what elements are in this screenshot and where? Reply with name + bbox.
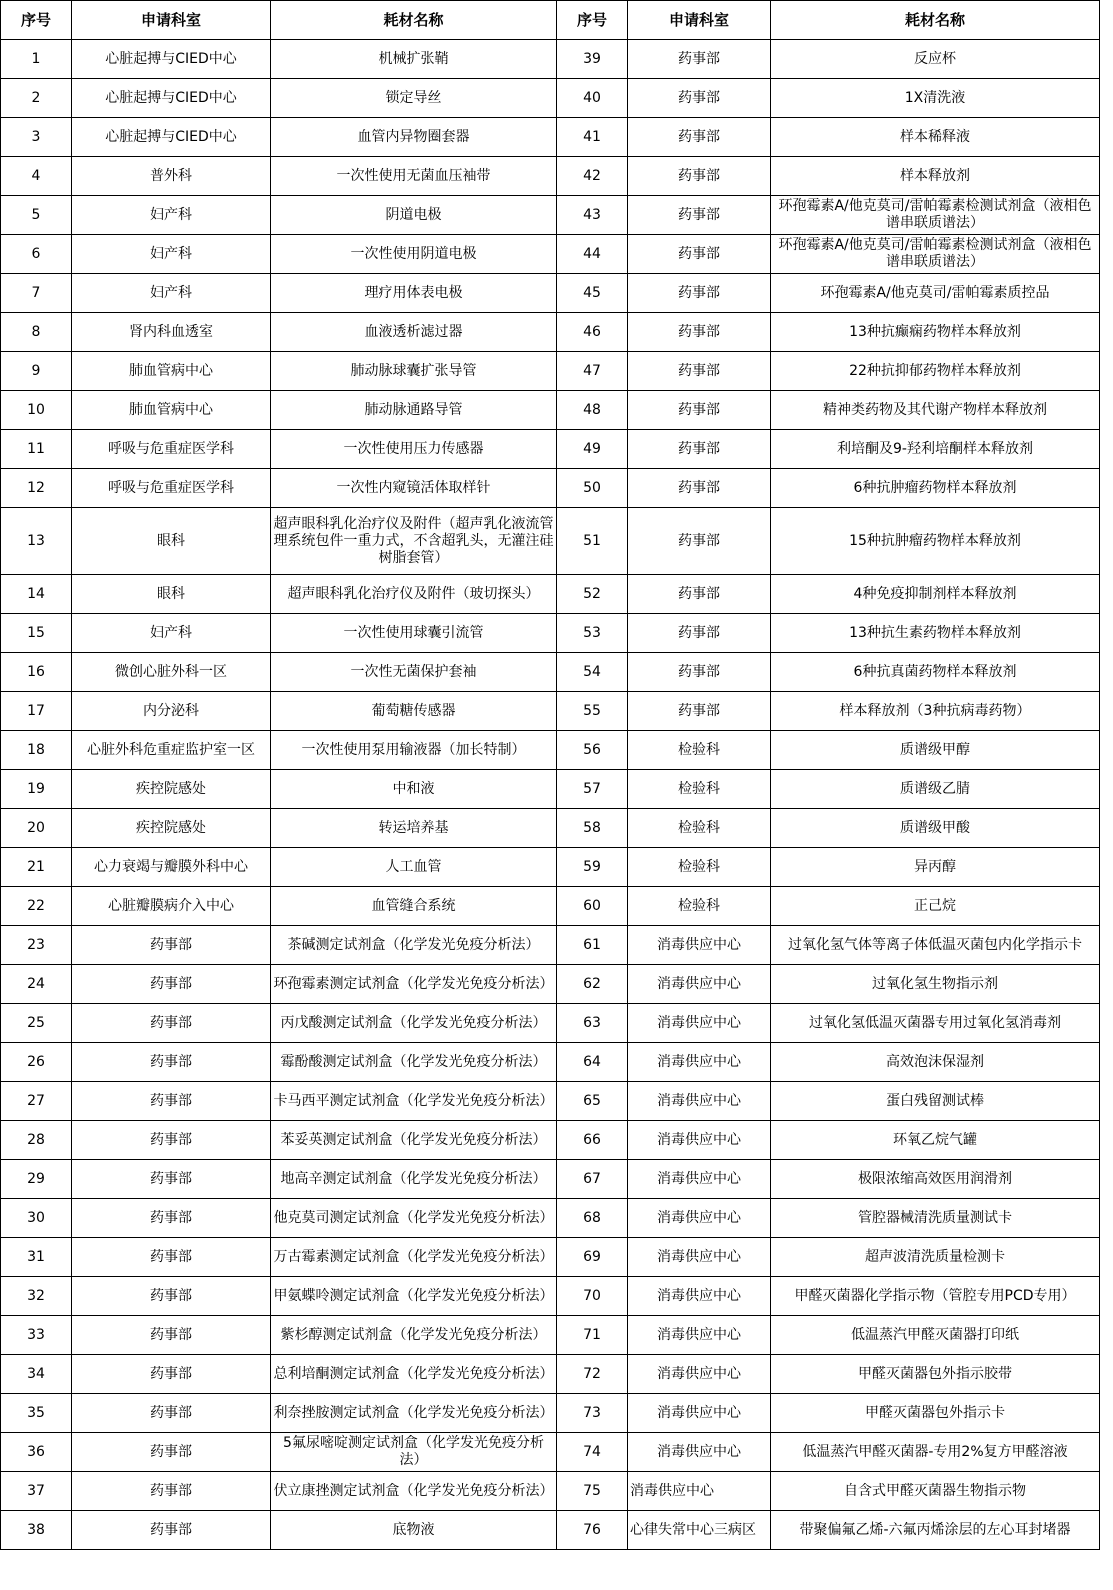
cell-dept-right: 消毒供应中心 xyxy=(628,1121,771,1160)
cell-dept-left: 药事部 xyxy=(72,1004,271,1043)
table-row xyxy=(1,653,1100,692)
cell-item-right: 6种抗真菌药物样本释放剂 xyxy=(771,653,1100,692)
cell-item-left: 霉酚酸测定试剂盒（化学发光免疫分析法） xyxy=(271,1043,557,1082)
cell-item-left: 超声眼科乳化治疗仪及附件（玻切探头） xyxy=(271,575,557,614)
table-row xyxy=(1,118,1100,157)
table-row xyxy=(1,1004,1100,1043)
cell-seq-left: 36 xyxy=(1,1433,72,1472)
table-row xyxy=(1,770,1100,809)
cell-seq-left: 37 xyxy=(1,1472,72,1511)
cell-dept-right: 药事部 xyxy=(628,614,771,653)
cell-item-left: 紫杉醇测定试剂盒（化学发光免疫分析法） xyxy=(271,1316,557,1355)
cell-seq-right: 50 xyxy=(557,469,628,508)
cell-item-left: 葡萄糖传感器 xyxy=(271,692,557,731)
cell-dept-right: 消毒供应中心 xyxy=(628,1316,771,1355)
cell-item-left: 一次性使用压力传感器 xyxy=(271,430,557,469)
cell-dept-left: 内分泌科 xyxy=(72,692,271,731)
cell-item-left: 肺动脉球囊扩张导管 xyxy=(271,352,557,391)
cell-dept-left: 眼科 xyxy=(72,575,271,614)
cell-dept-right: 消毒供应中心 xyxy=(628,1004,771,1043)
cell-dept-right: 药事部 xyxy=(628,118,771,157)
table-row xyxy=(1,1082,1100,1121)
cell-dept-left: 妇产科 xyxy=(72,274,271,313)
cell-seq-right: 58 xyxy=(557,809,628,848)
table-row xyxy=(1,79,1100,118)
cell-item-right: 极限浓缩高效医用润滑剂 xyxy=(771,1160,1100,1199)
cell-item-left: 中和液 xyxy=(271,770,557,809)
cell-dept-left: 微创心脏外科一区 xyxy=(72,653,271,692)
cell-item-left: 环孢霉素测定试剂盒（化学发光免疫分析法） xyxy=(271,965,557,1004)
cell-dept-left: 药事部 xyxy=(72,1472,271,1511)
cell-item-right: 异丙醇 xyxy=(771,848,1100,887)
cell-seq-left: 14 xyxy=(1,575,72,614)
cell-item-left: 超声眼科乳化治疗仪及附件（超声乳化液流管理系统包件一重力式，不含超乳头，无灌注硅树脂套管） xyxy=(271,508,557,575)
cell-seq-left: 22 xyxy=(1,887,72,926)
table-row xyxy=(1,430,1100,469)
cell-item-right: 正己烷 xyxy=(771,887,1100,926)
cell-dept-right: 药事部 xyxy=(628,274,771,313)
table-row xyxy=(1,1316,1100,1355)
cell-dept-right: 药事部 xyxy=(628,196,771,235)
cell-seq-left: 1 xyxy=(1,40,72,79)
cell-dept-left: 药事部 xyxy=(72,965,271,1004)
cell-seq-left: 15 xyxy=(1,614,72,653)
cell-item-right: 13种抗癫痫药物样本释放剂 xyxy=(771,313,1100,352)
table-row xyxy=(1,157,1100,196)
cell-item-left: 一次性使用无菌血压袖带 xyxy=(271,157,557,196)
cell-item-left: 理疗用体表电极 xyxy=(271,274,557,313)
cell-dept-left: 药事部 xyxy=(72,1355,271,1394)
cell-seq-left: 29 xyxy=(1,1160,72,1199)
table-row xyxy=(1,352,1100,391)
cell-item-right: 甲醛灭菌器化学指示物（管腔专用PCD专用） xyxy=(771,1277,1100,1316)
cell-dept-right: 消毒供应中心 xyxy=(628,926,771,965)
cell-seq-left: 25 xyxy=(1,1004,72,1043)
cell-seq-right: 73 xyxy=(557,1394,628,1433)
cell-seq-right: 63 xyxy=(557,1004,628,1043)
table-row xyxy=(1,196,1100,235)
cell-seq-right: 65 xyxy=(557,1082,628,1121)
cell-dept-right: 药事部 xyxy=(628,469,771,508)
cell-item-right: 利培酮及9-羟利培酮样本释放剂 xyxy=(771,430,1100,469)
cell-item-left: 利奈挫胺测定试剂盒（化学发光免疫分析法） xyxy=(271,1394,557,1433)
cell-dept-right: 药事部 xyxy=(628,653,771,692)
cell-seq-left: 23 xyxy=(1,926,72,965)
cell-dept-right: 消毒供应中心 xyxy=(628,965,771,1004)
cell-dept-right: 药事部 xyxy=(628,391,771,430)
cell-seq-right: 52 xyxy=(557,575,628,614)
cell-item-right: 1X清洗液 xyxy=(771,79,1100,118)
cell-seq-left: 38 xyxy=(1,1511,72,1550)
cell-dept-right: 消毒供应中心 xyxy=(628,1082,771,1121)
cell-seq-left: 2 xyxy=(1,79,72,118)
cell-dept-left: 妇产科 xyxy=(72,196,271,235)
cell-dept-left: 呼吸与危重症医学科 xyxy=(72,430,271,469)
cell-item-left: 地高辛测定试剂盒（化学发光免疫分析法） xyxy=(271,1160,557,1199)
cell-dept-left: 疾控院感处 xyxy=(72,770,271,809)
cell-seq-left: 20 xyxy=(1,809,72,848)
cell-item-left: 阴道电极 xyxy=(271,196,557,235)
cell-seq-left: 19 xyxy=(1,770,72,809)
cell-item-right: 4种免疫抑制剂样本释放剂 xyxy=(771,575,1100,614)
cell-item-right: 环孢霉素A/他克莫司/雷帕霉素检测试剂盒（液相色谱串联质谱法） xyxy=(771,196,1100,235)
cell-item-left: 甲氨蝶呤测定试剂盒（化学发光免疫分析法） xyxy=(271,1277,557,1316)
cell-seq-right: 43 xyxy=(557,196,628,235)
table-row xyxy=(1,1199,1100,1238)
cell-dept-left: 心脏瓣膜病介入中心 xyxy=(72,887,271,926)
cell-item-right: 样本释放剂（3种抗病毒药物） xyxy=(771,692,1100,731)
cell-item-right: 带聚偏氟乙烯-六氟丙烯涂层的左心耳封堵器 xyxy=(771,1511,1100,1550)
table-row xyxy=(1,965,1100,1004)
table-row xyxy=(1,469,1100,508)
cell-dept-left: 药事部 xyxy=(72,1199,271,1238)
cell-dept-right: 检验科 xyxy=(628,770,771,809)
cell-dept-right: 消毒供应中心 xyxy=(628,1355,771,1394)
cell-seq-left: 10 xyxy=(1,391,72,430)
cell-dept-left: 药事部 xyxy=(72,1316,271,1355)
cell-dept-left: 心脏起搏与CIED中心 xyxy=(72,118,271,157)
cell-dept-right: 药事部 xyxy=(628,508,771,575)
table-row xyxy=(1,887,1100,926)
cell-dept-right: 检验科 xyxy=(628,887,771,926)
cell-seq-left: 24 xyxy=(1,965,72,1004)
cell-dept-left: 眼科 xyxy=(72,508,271,575)
cell-seq-right: 48 xyxy=(557,391,628,430)
header-row xyxy=(1,1,1100,40)
cell-item-left: 丙戊酸测定试剂盒（化学发光免疫分析法） xyxy=(271,1004,557,1043)
cell-dept-left: 心力衰竭与瓣膜外科中心 xyxy=(72,848,271,887)
cell-seq-left: 35 xyxy=(1,1394,72,1433)
cell-item-right: 甲醛灭菌器包外指示卡 xyxy=(771,1394,1100,1433)
cell-dept-right: 消毒供应中心 xyxy=(628,1043,771,1082)
cell-seq-left: 21 xyxy=(1,848,72,887)
cell-seq-right: 60 xyxy=(557,887,628,926)
cell-item-right: 质谱级甲醇 xyxy=(771,731,1100,770)
cell-dept-left: 妇产科 xyxy=(72,614,271,653)
cell-seq-right: 54 xyxy=(557,653,628,692)
table-row xyxy=(1,1355,1100,1394)
cell-seq-left: 13 xyxy=(1,508,72,575)
table-row xyxy=(1,614,1100,653)
table-row xyxy=(1,848,1100,887)
cell-item-left: 血管缝合系统 xyxy=(271,887,557,926)
cell-dept-left: 药事部 xyxy=(72,1511,271,1550)
table-row xyxy=(1,274,1100,313)
cell-dept-left: 药事部 xyxy=(72,1043,271,1082)
cell-item-right: 质谱级乙腈 xyxy=(771,770,1100,809)
header-item-left: 耗材名称 xyxy=(271,1,557,40)
cell-item-left: 人工血管 xyxy=(271,848,557,887)
cell-seq-left: 3 xyxy=(1,118,72,157)
cell-item-left: 万古霉素测定试剂盒（化学发光免疫分析法） xyxy=(271,1238,557,1277)
table-row xyxy=(1,313,1100,352)
cell-dept-left: 心脏起搏与CIED中心 xyxy=(72,79,271,118)
cell-dept-left: 心脏起搏与CIED中心 xyxy=(72,40,271,79)
cell-seq-left: 18 xyxy=(1,731,72,770)
cell-dept-right: 检验科 xyxy=(628,848,771,887)
cell-item-left: 机械扩张鞘 xyxy=(271,40,557,79)
cell-dept-right: 消毒供应中心 xyxy=(628,1238,771,1277)
cell-item-right: 环氧乙烷气罐 xyxy=(771,1121,1100,1160)
cell-item-left: 卡马西平测定试剂盒（化学发光免疫分析法） xyxy=(271,1082,557,1121)
cell-seq-right: 74 xyxy=(557,1433,628,1472)
cell-dept-left: 药事部 xyxy=(72,1121,271,1160)
cell-seq-left: 4 xyxy=(1,157,72,196)
table-row xyxy=(1,731,1100,770)
cell-item-right: 过氧化氢低温灭菌器专用过氧化氢消毒剂 xyxy=(771,1004,1100,1043)
table-row xyxy=(1,1160,1100,1199)
cell-seq-right: 72 xyxy=(557,1355,628,1394)
cell-seq-right: 51 xyxy=(557,508,628,575)
cell-dept-right: 消毒供应中心 xyxy=(628,1472,771,1511)
cell-dept-right: 检验科 xyxy=(628,731,771,770)
cell-seq-right: 47 xyxy=(557,352,628,391)
cell-seq-right: 76 xyxy=(557,1511,628,1550)
cell-seq-left: 11 xyxy=(1,430,72,469)
cell-item-left: 他克莫司测定试剂盒（化学发光免疫分析法） xyxy=(271,1199,557,1238)
cell-seq-right: 41 xyxy=(557,118,628,157)
cell-item-left: 一次性使用球囊引流管 xyxy=(271,614,557,653)
cell-seq-left: 34 xyxy=(1,1355,72,1394)
cell-dept-right: 心律失常中心三病区 xyxy=(628,1511,771,1550)
cell-seq-left: 8 xyxy=(1,313,72,352)
cell-item-right: 蛋白残留测试棒 xyxy=(771,1082,1100,1121)
header-item-right: 耗材名称 xyxy=(771,1,1100,40)
table-row xyxy=(1,926,1100,965)
cell-seq-right: 40 xyxy=(557,79,628,118)
cell-seq-left: 6 xyxy=(1,235,72,274)
table-row xyxy=(1,1394,1100,1433)
header-dept-left: 申请科室 xyxy=(72,1,271,40)
cell-item-left: 底物液 xyxy=(271,1511,557,1550)
cell-dept-right: 消毒供应中心 xyxy=(628,1394,771,1433)
cell-seq-left: 31 xyxy=(1,1238,72,1277)
cell-dept-left: 药事部 xyxy=(72,1238,271,1277)
cell-item-right: 环孢霉素A/他克莫司/雷帕霉素检测试剂盒（液相色谱串联质谱法） xyxy=(771,235,1100,274)
cell-item-left: 一次性使用泵用输液器（加长特制） xyxy=(271,731,557,770)
cell-item-left: 苯妥英测定试剂盒（化学发光免疫分析法） xyxy=(271,1121,557,1160)
cell-seq-left: 16 xyxy=(1,653,72,692)
cell-seq-right: 64 xyxy=(557,1043,628,1082)
cell-seq-right: 55 xyxy=(557,692,628,731)
cell-item-left: 血液透析滤过器 xyxy=(271,313,557,352)
cell-dept-right: 药事部 xyxy=(628,430,771,469)
cell-dept-right: 药事部 xyxy=(628,352,771,391)
cell-dept-left: 肾内科血透室 xyxy=(72,313,271,352)
cell-seq-right: 59 xyxy=(557,848,628,887)
table-row xyxy=(1,1043,1100,1082)
cell-item-left: 伏立康挫测定试剂盒（化学发光免疫分析法） xyxy=(271,1472,557,1511)
cell-item-right: 6种抗肿瘤药物样本释放剂 xyxy=(771,469,1100,508)
cell-dept-left: 药事部 xyxy=(72,1082,271,1121)
cell-dept-right: 消毒供应中心 xyxy=(628,1277,771,1316)
cell-item-left: 茶碱测定试剂盒（化学发光免疫分析法） xyxy=(271,926,557,965)
cell-dept-left: 普外科 xyxy=(72,157,271,196)
cell-seq-left: 17 xyxy=(1,692,72,731)
table-row xyxy=(1,40,1100,79)
table-row xyxy=(1,1238,1100,1277)
cell-seq-left: 30 xyxy=(1,1199,72,1238)
cell-item-left: 肺动脉通路导管 xyxy=(271,391,557,430)
cell-item-left: 转运培养基 xyxy=(271,809,557,848)
cell-dept-left: 肺血管病中心 xyxy=(72,391,271,430)
cell-seq-left: 26 xyxy=(1,1043,72,1082)
cell-dept-right: 检验科 xyxy=(628,809,771,848)
cell-seq-right: 66 xyxy=(557,1121,628,1160)
cell-item-right: 质谱级甲酸 xyxy=(771,809,1100,848)
cell-item-right: 自含式甲醛灭菌器生物指示物 xyxy=(771,1472,1100,1511)
cell-item-left: 总利培酮测定试剂盒（化学发光免疫分析法） xyxy=(271,1355,557,1394)
cell-seq-right: 61 xyxy=(557,926,628,965)
table-row xyxy=(1,692,1100,731)
cell-seq-left: 28 xyxy=(1,1121,72,1160)
cell-dept-right: 药事部 xyxy=(628,40,771,79)
table-row xyxy=(1,1433,1100,1472)
cell-seq-right: 44 xyxy=(557,235,628,274)
cell-item-right: 样本稀释液 xyxy=(771,118,1100,157)
cell-dept-left: 药事部 xyxy=(72,1394,271,1433)
cell-dept-right: 消毒供应中心 xyxy=(628,1160,771,1199)
cell-item-right: 低温蒸汽甲醛灭菌器打印纸 xyxy=(771,1316,1100,1355)
cell-seq-right: 75 xyxy=(557,1472,628,1511)
cell-seq-left: 12 xyxy=(1,469,72,508)
cell-item-left: 5氟尿嘧啶测定试剂盒（化学发光免疫分析法） xyxy=(271,1433,557,1472)
table-row xyxy=(1,235,1100,274)
cell-seq-right: 39 xyxy=(557,40,628,79)
cell-item-right: 过氧化氢气体等离子体低温灭菌包内化学指示卡 xyxy=(771,926,1100,965)
cell-dept-right: 消毒供应中心 xyxy=(628,1433,771,1472)
cell-dept-left: 疾控院感处 xyxy=(72,809,271,848)
cell-seq-left: 9 xyxy=(1,352,72,391)
cell-dept-right: 药事部 xyxy=(628,157,771,196)
cell-dept-left: 心脏外科危重症监护室一区 xyxy=(72,731,271,770)
cell-seq-right: 56 xyxy=(557,731,628,770)
cell-seq-right: 67 xyxy=(557,1160,628,1199)
header-seq-right: 序号 xyxy=(557,1,628,40)
cell-item-left: 一次性无菌保护套袖 xyxy=(271,653,557,692)
cell-seq-right: 53 xyxy=(557,614,628,653)
cell-seq-right: 68 xyxy=(557,1199,628,1238)
header-dept-right: 申请科室 xyxy=(628,1,771,40)
cell-dept-left: 呼吸与危重症医学科 xyxy=(72,469,271,508)
cell-item-right: 甲醛灭菌器包外指示胶带 xyxy=(771,1355,1100,1394)
cell-dept-right: 药事部 xyxy=(628,692,771,731)
cell-seq-right: 69 xyxy=(557,1238,628,1277)
table-body xyxy=(1,40,1100,1550)
cell-item-right: 15种抗肿瘤药物样本释放剂 xyxy=(771,508,1100,575)
cell-seq-left: 32 xyxy=(1,1277,72,1316)
cell-seq-right: 71 xyxy=(557,1316,628,1355)
cell-dept-left: 妇产科 xyxy=(72,235,271,274)
cell-seq-left: 7 xyxy=(1,274,72,313)
cell-dept-left: 药事部 xyxy=(72,1160,271,1199)
header-seq-left: 序号 xyxy=(1,1,72,40)
cell-item-right: 样本释放剂 xyxy=(771,157,1100,196)
cell-dept-left: 药事部 xyxy=(72,926,271,965)
table-row xyxy=(1,1472,1100,1511)
cell-item-right: 精神类药物及其代谢产物样本释放剂 xyxy=(771,391,1100,430)
cell-item-right: 22种抗抑郁药物样本释放剂 xyxy=(771,352,1100,391)
cell-item-right: 13种抗生素药物样本释放剂 xyxy=(771,614,1100,653)
cell-item-right: 管腔器械清洗质量测试卡 xyxy=(771,1199,1100,1238)
cell-seq-right: 45 xyxy=(557,274,628,313)
cell-dept-left: 药事部 xyxy=(72,1433,271,1472)
cell-item-right: 高效泡沫保湿剂 xyxy=(771,1043,1100,1082)
cell-item-right: 超声波清洗质量检测卡 xyxy=(771,1238,1100,1277)
cell-dept-left: 肺血管病中心 xyxy=(72,352,271,391)
cell-item-left: 血管内异物圈套器 xyxy=(271,118,557,157)
cell-dept-left: 药事部 xyxy=(72,1277,271,1316)
cell-dept-right: 药事部 xyxy=(628,79,771,118)
cell-seq-right: 57 xyxy=(557,770,628,809)
table-row xyxy=(1,809,1100,848)
table-row xyxy=(1,575,1100,614)
table-row xyxy=(1,1121,1100,1160)
cell-item-left: 锁定导丝 xyxy=(271,79,557,118)
table-row xyxy=(1,391,1100,430)
cell-item-left: 一次性内窥镜活体取样针 xyxy=(271,469,557,508)
cell-dept-right: 药事部 xyxy=(628,235,771,274)
table-row xyxy=(1,1511,1100,1550)
cell-seq-right: 42 xyxy=(557,157,628,196)
cell-seq-right: 46 xyxy=(557,313,628,352)
cell-seq-left: 27 xyxy=(1,1082,72,1121)
cell-seq-right: 49 xyxy=(557,430,628,469)
table-row xyxy=(1,508,1100,575)
cell-dept-right: 药事部 xyxy=(628,313,771,352)
cell-item-right: 环孢霉素A/他克莫司/雷帕霉素质控品 xyxy=(771,274,1100,313)
cell-seq-left: 33 xyxy=(1,1316,72,1355)
cell-item-right: 低温蒸汽甲醛灭菌器-专用2%复方甲醛溶液 xyxy=(771,1433,1100,1472)
cell-seq-right: 62 xyxy=(557,965,628,1004)
cell-item-right: 过氧化氢生物指示剂 xyxy=(771,965,1100,1004)
cell-item-right: 反应杯 xyxy=(771,40,1100,79)
cell-seq-right: 70 xyxy=(557,1277,628,1316)
cell-seq-left: 5 xyxy=(1,196,72,235)
table-row xyxy=(1,1277,1100,1316)
cell-dept-right: 消毒供应中心 xyxy=(628,1199,771,1238)
cell-dept-right: 药事部 xyxy=(628,575,771,614)
cell-item-left: 一次性使用阴道电极 xyxy=(271,235,557,274)
